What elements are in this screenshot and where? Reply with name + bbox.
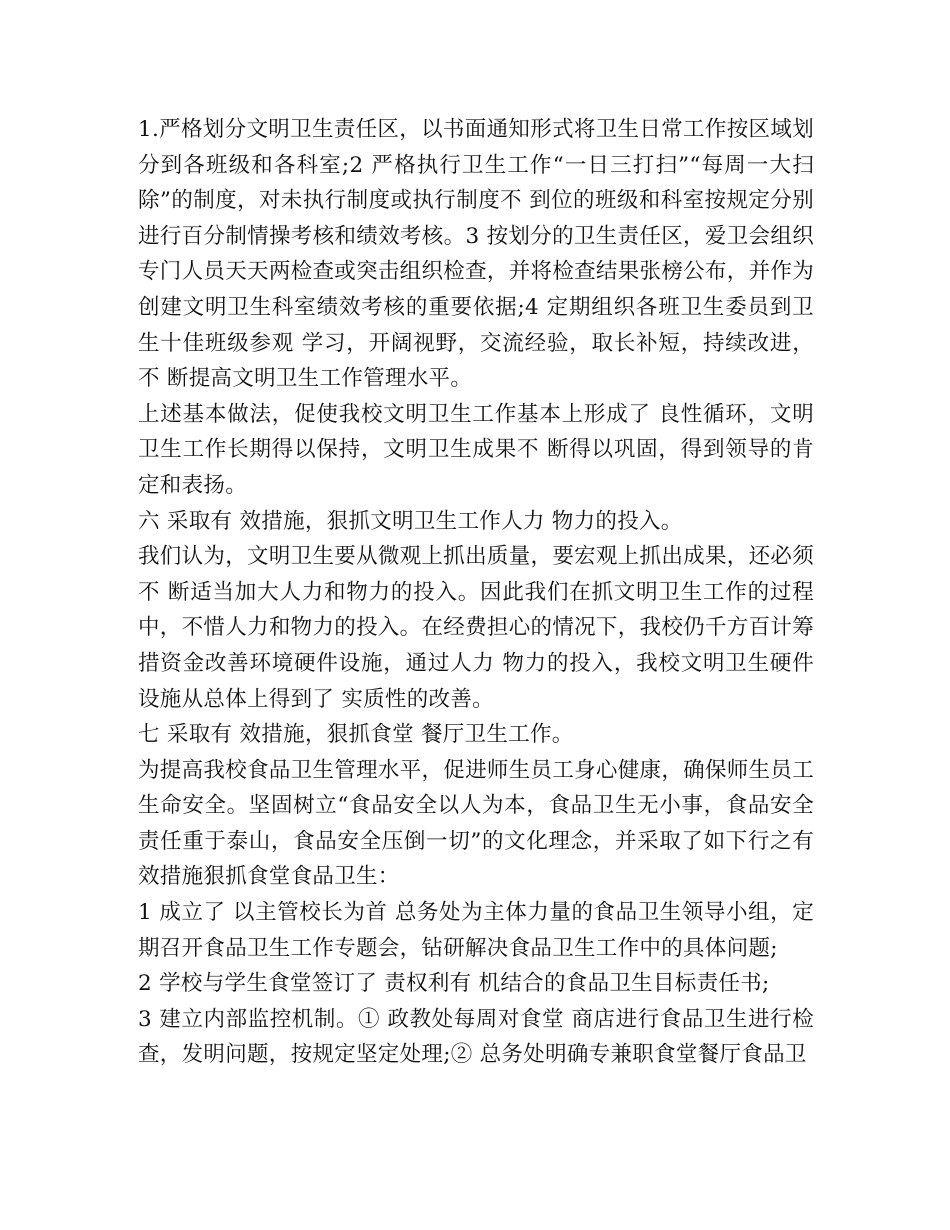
- paragraph-food-safety: 为提高我校食品卫生管理水平，促进师生员工身心健康，确保师生员工生命安全。坚固树立“食品安全以人为本，食品卫生无小事，食品安全责任重于泰山，食品安全压倒一切”的文化理念，并采取了如下行之有效措施狠抓食堂食品卫生：: [138, 757, 814, 890]
- document-body: [138, 112, 814, 1073]
- section-heading-six: 六 采取有 效措施，狠抓文明卫生工作人力 物力的投入。: [138, 508, 683, 534]
- list-item-leadership-group: 1 成立了 以主管校长为首 总务处为主体力量的食品卫生领导小组，定期召开食品卫生工作专题会，钻研解决食品卫生工作中的具体问题;: [138, 900, 814, 961]
- paragraph-sanitation-duties: 1.严格划分文明卫生责任区，以书面通知形式将卫生日常工作按区域划分到各班级和各科室;2 严格执行卫生工作“一日三打扫”“每周一大扫除”的制度，对未执行制度或执行制度不 到位的班级和科室按规定分别进行百分制情操考核和绩效考核。3 按划分的卫生责任区，爱卫会组织专门人员天天两检查或突击组织检查，并将检查结果张榜公布，并作为创建文明卫生科室绩效考核的重要依据;4 定期组织各班卫生委员到卫生十佳班级参观 学习，开阔视野，交流经验，取长补短，持续改进，不 断提高文明卫生工作管理水平。: [138, 117, 814, 392]
- paragraph-results-summary: 上述基本做法，促使我校文明卫生工作基本上形成了 良性循环，文明卫生工作长期得以保持，文明卫生成果不 断得以巩固，得到领导的肯定和表扬。: [138, 401, 814, 498]
- list-item-monitoring: 3 建立内部监控机制。① 政教处每周对食堂 商店进行食品卫生进行检查，发明问题，按规定坚定处理;② 总务处明确专兼职食堂餐厅食品卫: [138, 1006, 814, 1068]
- paragraph-investment: 我们认为，文明卫生要从微观上抓出质量，要宏观上抓出成果，还必须不 断适当加大人力和物力的投入。因此我们在抓文明卫生工作的过程中，不惜人力和物力的投入。在经费担心的情况下，我校仍千方百计筹措资金改善环境硬件设施，通过人力 物力的投入，我校文明卫生硬件设施从总体上得到了 实质性的改善。: [138, 544, 814, 712]
- list-item-responsibility-contract: 2 学校与学生食堂签订了 责权利有 机结合的食品卫生目标责任书;: [138, 971, 770, 997]
- section-heading-seven: 七 采取有 效措施，狠抓食堂 餐厅卫生工作。: [138, 722, 574, 748]
